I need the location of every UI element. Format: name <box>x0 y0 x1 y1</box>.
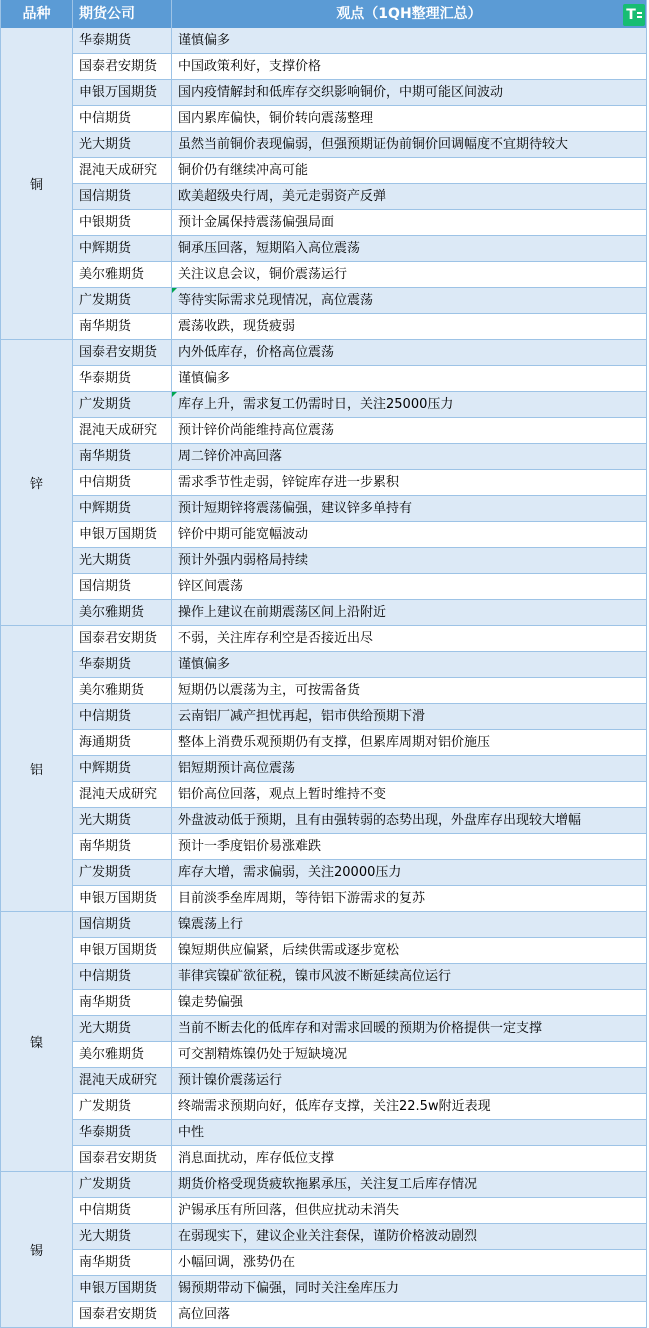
viewpoint-text: 库存大增，需求偏弱，关注20000压力 <box>178 865 402 880</box>
viewpoint-text: 沪锡承压有所回落，但供应扰动未消失 <box>178 1203 400 1218</box>
comment-marker-icon <box>172 392 177 397</box>
variety-section <box>1 340 646 626</box>
table-row <box>73 1172 646 1198</box>
variety-section <box>1 912 646 1172</box>
viewpoint-text: 预计锌价尚能维持高位震荡 <box>178 423 335 438</box>
table-row <box>73 860 646 886</box>
viewpoint-text: 预计外强内弱格局持续 <box>178 553 309 568</box>
viewpoint-cell <box>172 1302 646 1327</box>
viewpoint-cell <box>172 938 646 963</box>
viewpoint-cell <box>172 158 646 183</box>
company-cell: 国泰君安期货 <box>73 626 172 651</box>
company-cell: 混沌天成研究 <box>73 158 172 183</box>
viewpoint-cell <box>172 886 646 911</box>
green-t-logo-icon <box>623 4 645 26</box>
table-row <box>73 262 646 288</box>
company-cell: 国泰君安期货 <box>73 1302 172 1327</box>
company-cell: 广发期货 <box>73 288 172 313</box>
viewpoint-cell <box>172 1094 646 1119</box>
viewpoint-text: 消息面扰动，库存低位支撑 <box>178 1151 335 1166</box>
table-row <box>73 990 646 1016</box>
viewpoint-text: 需求季节性走弱，锌锭库存进一步累积 <box>178 475 400 490</box>
company-cell: 申银万国期货 <box>73 80 172 105</box>
company-cell: 美尔雅期货 <box>73 1042 172 1067</box>
viewpoint-text: 国内疫情解封和低库存交织影响铜价，中期可能区间波动 <box>178 85 504 100</box>
table-row <box>73 548 646 574</box>
viewpoint-text: 谨慎偏多 <box>178 33 231 48</box>
company-cell: 华泰期货 <box>73 366 172 391</box>
viewpoint-text: 可交割精炼镍仍处于短缺境况 <box>178 1047 348 1062</box>
viewpoint-text: 镍短期供应偏紧，后续供需或逐步宽松 <box>178 943 400 958</box>
viewpoint-text: 镍走势偏强 <box>178 995 244 1010</box>
variety-label: 铝 <box>1 626 73 912</box>
logo-bars-icon <box>637 12 642 18</box>
table-row <box>73 1146 646 1172</box>
table-row <box>73 1224 646 1250</box>
company-cell: 南华期货 <box>73 314 172 339</box>
viewpoint-cell <box>172 548 646 573</box>
company-cell: 申银万国期货 <box>73 938 172 963</box>
viewpoint-text: 谨慎偏多 <box>178 657 231 672</box>
viewpoint-text: 高位回落 <box>178 1307 231 1322</box>
table-row <box>73 912 646 938</box>
variety-section <box>1 28 646 340</box>
table-row <box>73 80 646 106</box>
viewpoint-cell <box>172 184 646 209</box>
table-row <box>73 834 646 860</box>
viewpoint-cell <box>172 730 646 755</box>
viewpoint-cell <box>172 418 646 443</box>
company-cell: 申银万国期货 <box>73 522 172 547</box>
table-row <box>73 730 646 756</box>
company-cell: 中辉期货 <box>73 756 172 781</box>
table-row <box>73 886 646 912</box>
viewpoint-text: 铝短期预计高位震荡 <box>178 761 296 776</box>
viewpoint-text: 国内累库偏快，铜价转向震荡整理 <box>178 111 374 126</box>
variety-section <box>1 626 646 912</box>
company-cell: 混沌天成研究 <box>73 1068 172 1093</box>
viewpoint-cell <box>172 1146 646 1171</box>
viewpoint-cell <box>172 522 646 547</box>
viewpoint-cell <box>172 678 646 703</box>
table-row <box>73 106 646 132</box>
table-row <box>73 132 646 158</box>
table-row <box>73 366 646 392</box>
viewpoint-cell <box>172 1120 646 1145</box>
table-row <box>73 340 646 366</box>
viewpoint-text: 内外低库存，价格高位震荡 <box>178 345 335 360</box>
company-cell: 中信期货 <box>73 964 172 989</box>
viewpoint-cell <box>172 782 646 807</box>
variety-label: 镍 <box>1 912 73 1172</box>
company-cell: 国泰君安期货 <box>73 1146 172 1171</box>
viewpoint-cell <box>172 756 646 781</box>
table-row <box>73 600 646 626</box>
viewpoint-cell <box>172 600 646 625</box>
viewpoint-text: 铜承压回落，短期陷入高位震荡 <box>178 241 361 256</box>
viewpoint-text: 终端需求预期向好，低库存支撑，关注22.5w附近表现 <box>178 1099 491 1114</box>
company-cell: 国泰君安期货 <box>73 340 172 365</box>
viewpoint-text: 关注议息会议，铜价震荡运行 <box>178 267 348 282</box>
logo-letter: T <box>626 7 636 23</box>
table-row <box>73 1094 646 1120</box>
table-row <box>73 964 646 990</box>
company-cell: 南华期货 <box>73 834 172 859</box>
table-row <box>73 158 646 184</box>
viewpoint-text: 云南铝厂减产担忧再起，铝市供给预期下滑 <box>178 709 426 724</box>
viewpoint-text: 铜价仍有继续冲高可能 <box>178 163 309 178</box>
company-cell: 国信期货 <box>73 574 172 599</box>
viewpoint-cell <box>172 626 646 651</box>
viewpoint-cell <box>172 808 646 833</box>
company-cell: 中银期货 <box>73 210 172 235</box>
variety-label: 锌 <box>1 340 73 626</box>
variety-section <box>1 1172 646 1328</box>
company-cell: 光大期货 <box>73 808 172 833</box>
viewpoint-cell <box>172 964 646 989</box>
table-row <box>73 314 646 340</box>
company-cell: 中信期货 <box>73 106 172 131</box>
table-row <box>73 782 646 808</box>
viewpoint-cell <box>172 1250 646 1275</box>
company-cell: 光大期货 <box>73 548 172 573</box>
table-row <box>73 470 646 496</box>
table-row <box>73 236 646 262</box>
viewpoint-text: 小幅回调，涨势仍在 <box>178 1255 296 1270</box>
company-cell: 广发期货 <box>73 1172 172 1197</box>
viewpoint-cell <box>172 288 646 313</box>
viewpoint-text: 中国政策利好，支撑价格 <box>178 59 322 74</box>
table-body <box>1 28 646 1328</box>
viewpoint-cell <box>172 392 646 417</box>
table-row <box>73 1016 646 1042</box>
viewpoint-text: 铝价高位回落，观点上暂时维持不变 <box>178 787 387 802</box>
table-row <box>73 652 646 678</box>
table-row <box>73 418 646 444</box>
company-cell: 美尔雅期货 <box>73 262 172 287</box>
viewpoint-cell <box>172 1068 646 1093</box>
table-row <box>73 210 646 236</box>
comment-marker-icon <box>172 288 177 293</box>
viewpoint-text: 整体上消费乐观预期仍有支撑，但累库周期对铝价施压 <box>178 735 491 750</box>
table-row <box>73 1198 646 1224</box>
company-cell: 华泰期货 <box>73 28 172 53</box>
viewpoint-text: 预计一季度铝价易涨难跌 <box>178 839 322 854</box>
viewpoint-text: 期货价格受现货疲软拖累承压，关注复工后库存情况 <box>178 1177 478 1192</box>
company-cell: 中信期货 <box>73 470 172 495</box>
company-cell: 中信期货 <box>73 1198 172 1223</box>
viewpoint-cell <box>172 652 646 677</box>
company-cell: 申银万国期货 <box>73 1276 172 1301</box>
viewpoint-text: 目前淡季垒库周期，等待铝下游需求的复苏 <box>178 891 426 906</box>
viewpoint-text: 菲律宾镍矿欲征税，镍市风波不断延续高位运行 <box>178 969 452 984</box>
table-row <box>73 28 646 54</box>
table-row <box>73 496 646 522</box>
company-cell: 光大期货 <box>73 132 172 157</box>
viewpoint-text: 预计短期锌将震荡偏强，建议锌多单持有 <box>178 501 413 516</box>
table-row <box>73 1068 646 1094</box>
viewpoint-cell <box>172 912 646 937</box>
table-row <box>73 574 646 600</box>
table-row <box>73 444 646 470</box>
viewpoint-cell <box>172 262 646 287</box>
viewpoint-text: 周二锌价冲高回落 <box>178 449 283 464</box>
table-row <box>73 938 646 964</box>
company-cell: 美尔雅期货 <box>73 600 172 625</box>
viewpoint-text: 锌区间震荡 <box>178 579 244 594</box>
company-cell: 南华期货 <box>73 444 172 469</box>
viewpoint-cell <box>172 574 646 599</box>
company-cell: 中辉期货 <box>73 236 172 261</box>
company-cell: 光大期货 <box>73 1016 172 1041</box>
viewpoint-cell <box>172 496 646 521</box>
viewpoint-cell <box>172 340 646 365</box>
company-cell: 南华期货 <box>73 990 172 1015</box>
table-row <box>73 1302 646 1328</box>
viewpoint-cell <box>172 834 646 859</box>
viewpoint-text: 锡预期带动下偏强，同时关注垒库压力 <box>178 1281 400 1296</box>
table-row <box>73 392 646 418</box>
variety-label: 铜 <box>1 28 73 340</box>
company-cell: 南华期货 <box>73 1250 172 1275</box>
viewpoint-cell <box>172 236 646 261</box>
viewpoint-text: 预计镍价震荡运行 <box>178 1073 283 1088</box>
header-company: 期货公司 <box>73 0 172 28</box>
company-cell: 广发期货 <box>73 860 172 885</box>
viewpoint-text: 等待实际需求兑现情况，高位震荡 <box>178 293 374 308</box>
viewpoint-text: 短期仍以震荡为主，可按需备货 <box>178 683 361 698</box>
company-cell: 美尔雅期货 <box>73 678 172 703</box>
viewpoint-cell <box>172 132 646 157</box>
company-cell: 光大期货 <box>73 1224 172 1249</box>
table-row <box>73 1250 646 1276</box>
company-cell: 申银万国期货 <box>73 886 172 911</box>
viewpoint-cell <box>172 1042 646 1067</box>
viewpoint-text: 在弱现实下，建议企业关注套保，谨防价格波动剧烈 <box>178 1229 478 1244</box>
table-row <box>73 1120 646 1146</box>
table-header <box>1 0 646 28</box>
viewpoint-cell <box>172 1016 646 1041</box>
table-row <box>73 756 646 782</box>
company-cell: 国泰君安期货 <box>73 54 172 79</box>
company-cell: 华泰期货 <box>73 652 172 677</box>
viewpoint-cell <box>172 990 646 1015</box>
table-row <box>73 522 646 548</box>
viewpoint-cell <box>172 210 646 235</box>
viewpoint-text: 镍震荡上行 <box>178 917 244 932</box>
company-cell: 混沌天成研究 <box>73 782 172 807</box>
table-row <box>73 184 646 210</box>
viewpoint-cell <box>172 1172 646 1197</box>
variety-label: 锡 <box>1 1172 73 1328</box>
viewpoint-text: 震荡收跌，现货疲弱 <box>178 319 296 334</box>
viewpoint-cell <box>172 1276 646 1301</box>
viewpoint-text: 库存上升，需求复工仍需时日，关注25000压力 <box>178 397 454 412</box>
table-row <box>73 678 646 704</box>
company-cell: 广发期货 <box>73 1094 172 1119</box>
table-row <box>73 626 646 652</box>
table-row <box>73 1042 646 1068</box>
company-cell: 国信期货 <box>73 912 172 937</box>
viewpoint-cell <box>172 444 646 469</box>
header-viewpoint-label: 观点（1QH整理汇总） <box>336 6 482 22</box>
table-row <box>73 1276 646 1302</box>
viewpoint-cell <box>172 314 646 339</box>
viewpoint-text: 中性 <box>178 1125 205 1140</box>
viewpoint-cell <box>172 470 646 495</box>
company-cell: 中信期货 <box>73 704 172 729</box>
viewpoint-cell <box>172 1198 646 1223</box>
viewpoint-cell <box>172 1224 646 1249</box>
header-viewpoint <box>172 0 646 28</box>
viewpoint-cell <box>172 860 646 885</box>
table-row <box>73 808 646 834</box>
viewpoint-cell <box>172 704 646 729</box>
viewpoint-cell <box>172 366 646 391</box>
table-row <box>73 704 646 730</box>
header-variety: 品种 <box>1 0 73 28</box>
table-row <box>73 54 646 80</box>
viewpoint-text: 锌价中期可能宽幅波动 <box>178 527 309 542</box>
viewpoint-cell <box>172 28 646 53</box>
viewpoint-text: 虽然当前铜价表现偏弱，但强预期证伪前铜价回调幅度不宜期待较大 <box>178 137 569 152</box>
viewpoint-text: 预计金属保持震荡偏强局面 <box>178 215 335 230</box>
viewpoint-cell <box>172 54 646 79</box>
viewpoint-text: 欧美超级央行周，美元走弱资产反弹 <box>178 189 387 204</box>
viewpoint-text: 不弱，关注库存利空是否接近出尽 <box>178 631 374 646</box>
viewpoint-cell <box>172 106 646 131</box>
viewpoint-text: 外盘波动低于预期，且有由强转弱的态势出现，外盘库存出现较大增幅 <box>178 813 582 828</box>
company-cell: 中辉期货 <box>73 496 172 521</box>
viewpoint-text: 谨慎偏多 <box>178 371 231 386</box>
company-cell: 海通期货 <box>73 730 172 755</box>
company-cell: 华泰期货 <box>73 1120 172 1145</box>
viewpoint-cell <box>172 80 646 105</box>
company-cell: 混沌天成研究 <box>73 418 172 443</box>
table-row <box>73 288 646 314</box>
company-cell: 国信期货 <box>73 184 172 209</box>
company-cell: 广发期货 <box>73 392 172 417</box>
viewpoint-text: 操作上建议在前期震荡区间上沿附近 <box>178 605 387 620</box>
viewpoint-text: 当前不断去化的低库存和对需求回暖的预期为价格提供一定支撑 <box>178 1021 543 1036</box>
